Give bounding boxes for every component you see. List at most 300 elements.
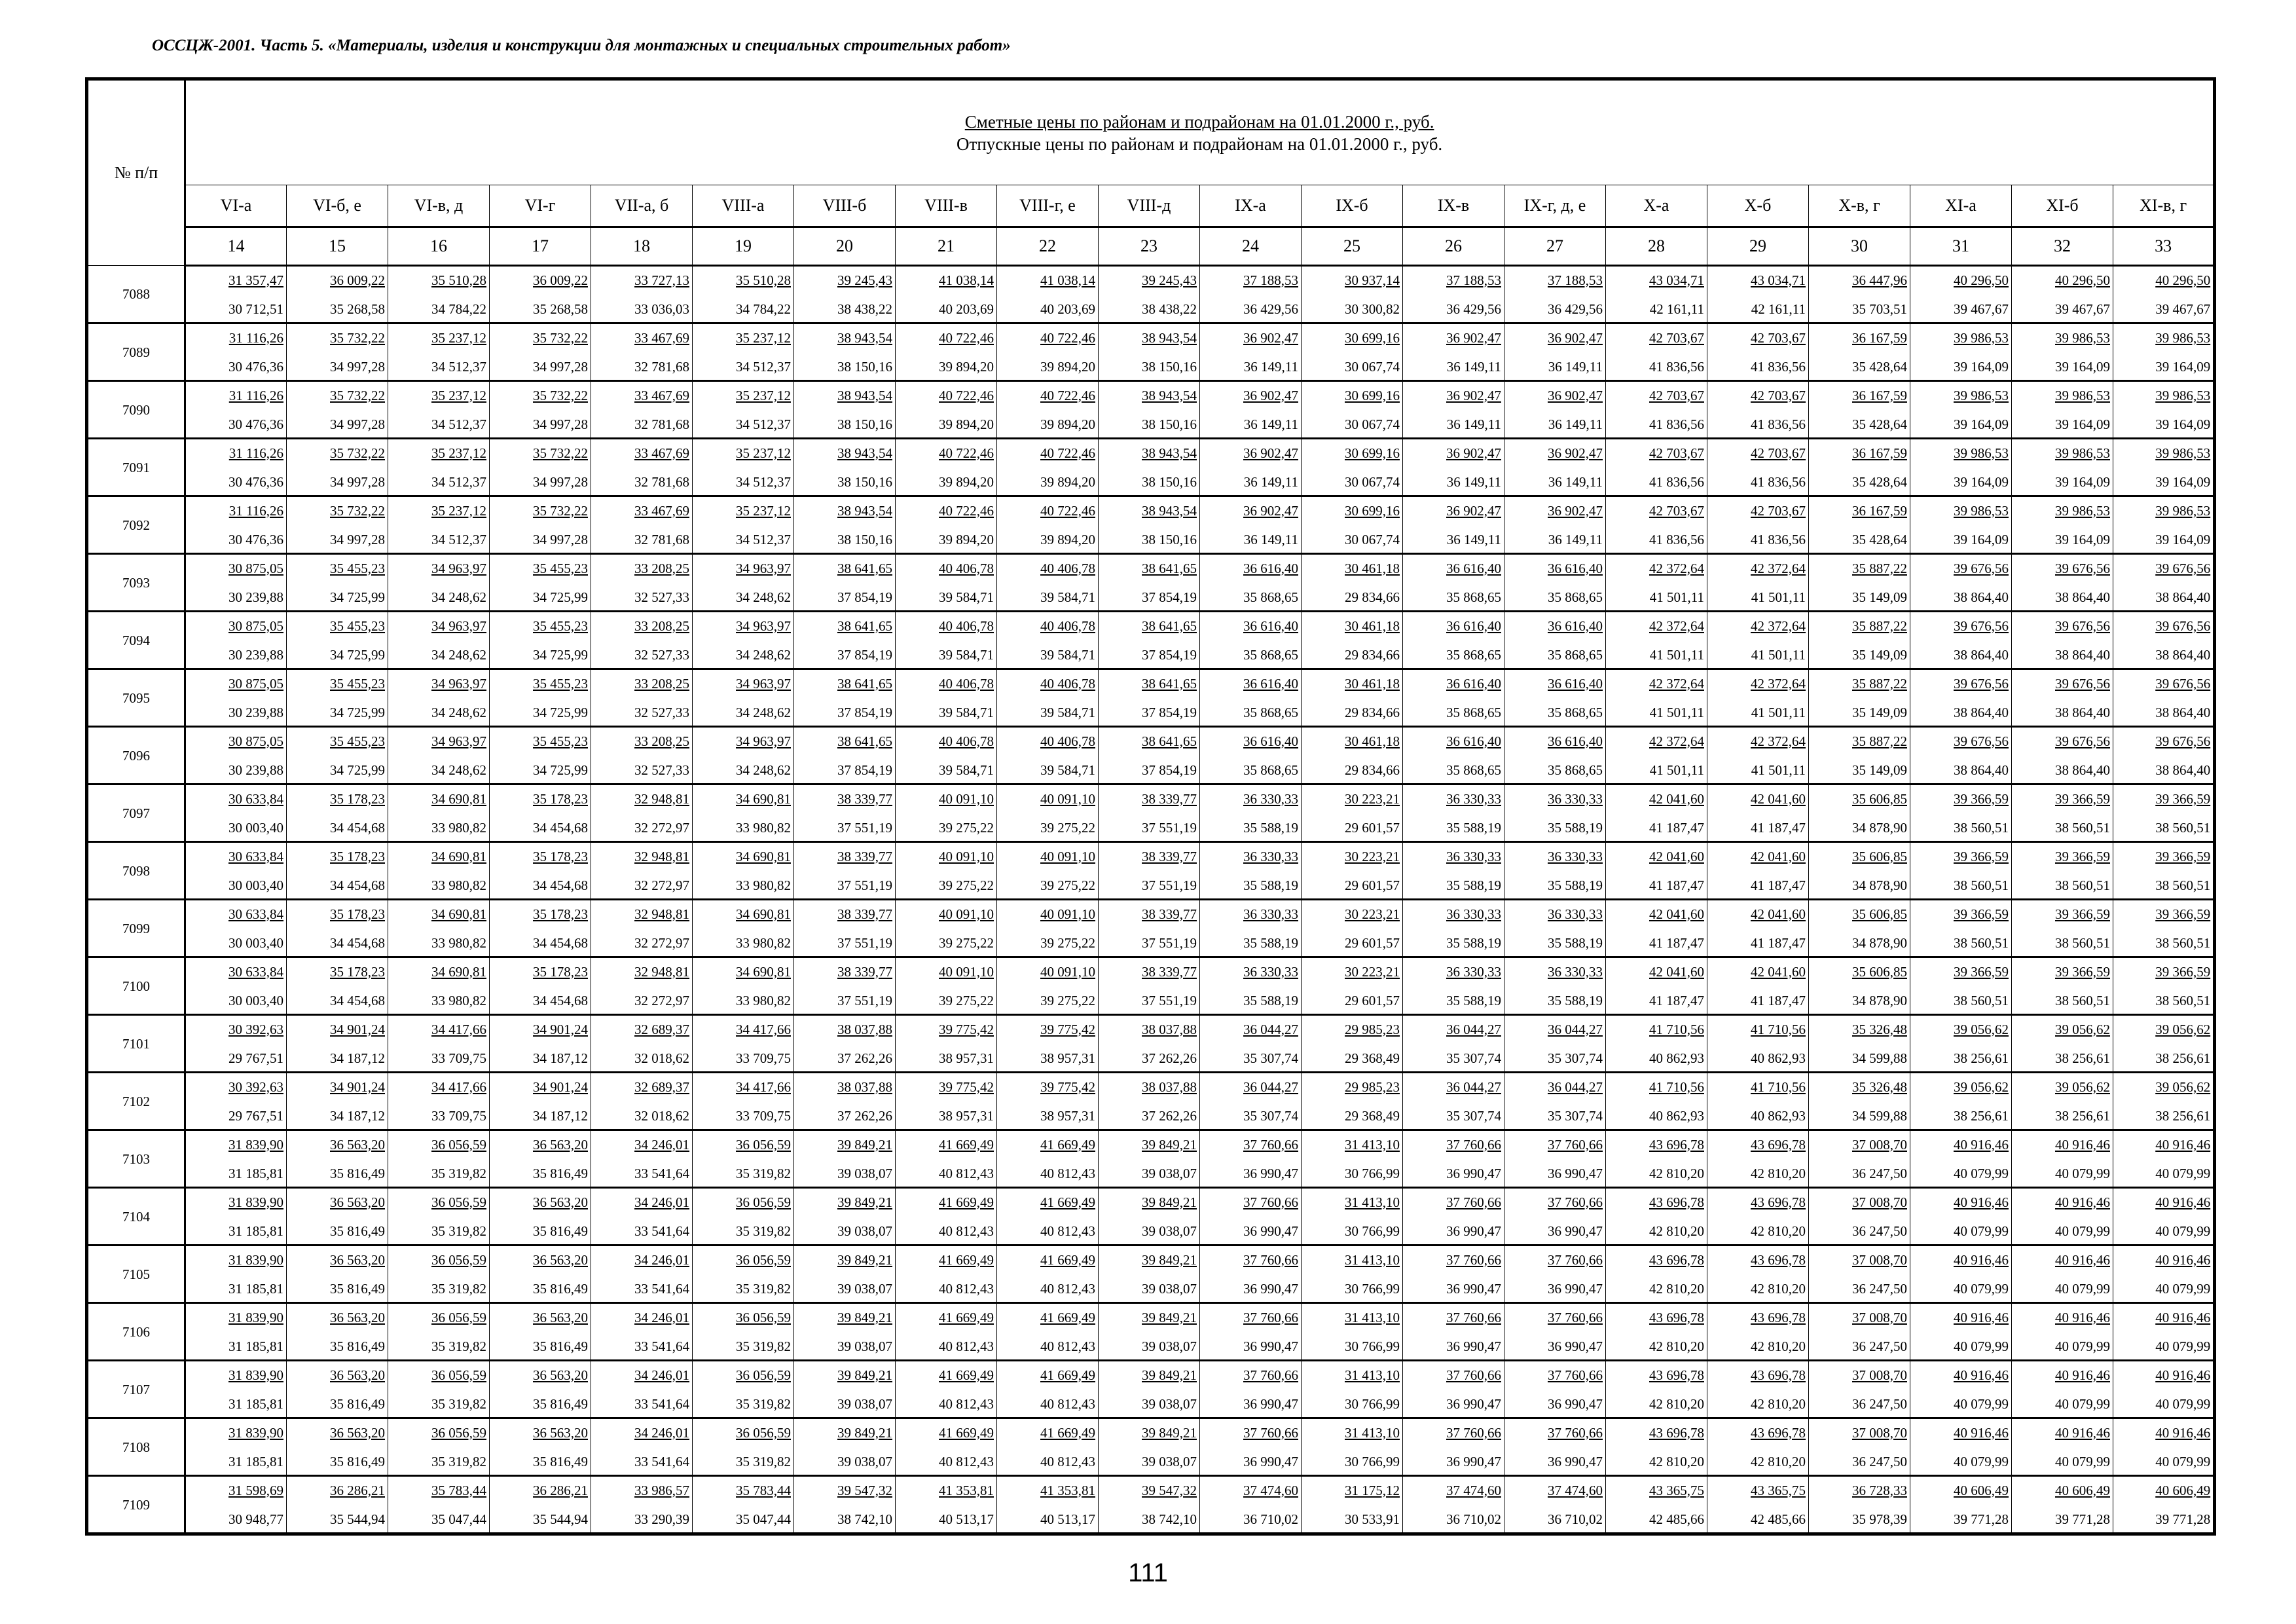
price-cell bbox=[1403, 1476, 1504, 1534]
release-price: 35 816,49 bbox=[533, 1223, 588, 1239]
price-cell bbox=[1403, 957, 1504, 1015]
estimated-price: 35 606,85 bbox=[1852, 963, 1907, 980]
price-cell bbox=[693, 1361, 794, 1418]
estimated-price: 43 696,78 bbox=[1751, 1367, 1806, 1383]
estimated-price: 40 916,46 bbox=[2155, 1309, 2211, 1325]
release-price: 39 771,28 bbox=[1954, 1511, 2009, 1527]
estimated-price: 40 916,46 bbox=[2055, 1309, 2110, 1325]
price-cell bbox=[2012, 266, 2113, 323]
estimated-price: 36 616,40 bbox=[1446, 733, 1501, 749]
release-price: 30 766,99 bbox=[1345, 1395, 1400, 1412]
price-cell bbox=[591, 1188, 693, 1246]
release-price: 36 990,47 bbox=[1446, 1165, 1501, 1181]
release-price: 41 836,56 bbox=[1751, 531, 1806, 547]
price-cell bbox=[1504, 957, 1606, 1015]
estimated-price: 31 413,10 bbox=[1345, 1424, 1400, 1441]
release-price: 40 812,43 bbox=[939, 1223, 994, 1239]
price-cell bbox=[1099, 1015, 1200, 1073]
price-cell bbox=[1910, 1476, 2012, 1534]
release-price: 40 079,99 bbox=[2155, 1165, 2211, 1181]
estimated-price: 34 963,97 bbox=[431, 675, 486, 692]
release-price: 30 003,40 bbox=[228, 819, 283, 836]
release-price: 35 868,65 bbox=[1548, 589, 1603, 605]
estimated-price: 37 008,70 bbox=[1852, 1194, 1907, 1210]
table-row bbox=[87, 1303, 2215, 1361]
price-cell bbox=[1403, 323, 1504, 381]
price-cell bbox=[1910, 957, 2012, 1015]
estimated-price: 39 849,21 bbox=[837, 1367, 892, 1383]
estimated-price: 43 696,78 bbox=[1649, 1367, 1704, 1383]
release-price: 34 725,99 bbox=[533, 589, 588, 605]
price-cell bbox=[1707, 1015, 1809, 1073]
release-price: 39 275,22 bbox=[1040, 819, 1095, 836]
estimated-price: 35 326,48 bbox=[1852, 1021, 1907, 1037]
release-price: 34 248,62 bbox=[736, 704, 791, 720]
price-cell bbox=[1707, 266, 1809, 323]
estimated-price: 39 056,62 bbox=[2155, 1079, 2211, 1095]
estimated-price: 35 178,23 bbox=[330, 963, 385, 980]
release-price: 39 164,09 bbox=[2055, 416, 2110, 432]
release-price: 38 864,40 bbox=[2055, 704, 2110, 720]
price-cell bbox=[185, 1188, 287, 1246]
release-price: 39 275,22 bbox=[1040, 992, 1095, 1008]
release-price: 36 149,11 bbox=[1548, 473, 1603, 490]
estimated-price: 35 237,12 bbox=[736, 502, 791, 519]
price-cell bbox=[1099, 842, 1200, 900]
price-cell bbox=[591, 1130, 693, 1188]
release-price: 39 771,28 bbox=[2155, 1511, 2211, 1527]
price-cell bbox=[1099, 1130, 1200, 1188]
estimated-price: 40 916,46 bbox=[2055, 1251, 2110, 1268]
price-cell bbox=[1302, 727, 1403, 784]
estimated-price: 30 461,18 bbox=[1345, 733, 1400, 749]
price-cell bbox=[1403, 1361, 1504, 1418]
estimated-price: 36 902,47 bbox=[1548, 445, 1603, 461]
release-price: 41 187,47 bbox=[1751, 819, 1806, 836]
price-cell bbox=[287, 900, 388, 957]
release-price: 33 709,75 bbox=[431, 1107, 486, 1124]
price-cell bbox=[997, 381, 1099, 439]
estimated-price: 36 902,47 bbox=[1446, 329, 1501, 346]
estimated-price: 38 641,65 bbox=[837, 560, 892, 576]
estimated-price: 36 167,59 bbox=[1852, 445, 1907, 461]
estimated-price: 36 616,40 bbox=[1446, 560, 1501, 576]
release-price: 35 588,19 bbox=[1446, 877, 1501, 893]
estimated-price: 36 616,40 bbox=[1548, 560, 1603, 576]
row-number: 7088 bbox=[87, 266, 185, 323]
price-cell bbox=[1200, 1073, 1302, 1130]
price-cell bbox=[1707, 727, 1809, 784]
estimated-price: 35 606,85 bbox=[1852, 790, 1907, 807]
release-price: 38 256,61 bbox=[2055, 1107, 2110, 1124]
price-cell bbox=[490, 1418, 591, 1476]
estimated-price: 36 616,40 bbox=[1548, 618, 1603, 634]
release-price: 35 868,65 bbox=[1243, 762, 1298, 778]
release-price: 42 810,20 bbox=[1751, 1223, 1806, 1239]
estimated-price: 35 732,22 bbox=[533, 329, 588, 346]
region-header: VI-в, д bbox=[388, 185, 490, 227]
release-price: 38 864,40 bbox=[1954, 646, 2009, 663]
release-price: 35 816,49 bbox=[330, 1165, 385, 1181]
price-cell bbox=[896, 1303, 997, 1361]
price-cell bbox=[1099, 1361, 1200, 1418]
release-price: 36 149,11 bbox=[1548, 416, 1603, 432]
release-price: 39 584,71 bbox=[1040, 646, 1095, 663]
price-cell bbox=[1809, 784, 1910, 842]
price-cell bbox=[1809, 727, 1910, 784]
estimated-price: 35 455,23 bbox=[533, 618, 588, 634]
price-cell bbox=[591, 612, 693, 669]
estimated-price: 36 902,47 bbox=[1243, 502, 1298, 519]
release-price: 38 864,40 bbox=[2055, 762, 2110, 778]
estimated-price: 36 056,59 bbox=[431, 1194, 486, 1210]
price-cell bbox=[2012, 957, 2113, 1015]
estimated-price: 37 760,66 bbox=[1446, 1309, 1501, 1325]
estimated-price: 40 916,46 bbox=[1954, 1367, 2009, 1383]
release-price: 39 584,71 bbox=[1040, 704, 1095, 720]
row-number: 7090 bbox=[87, 381, 185, 439]
price-cell bbox=[997, 439, 1099, 496]
price-cell bbox=[1200, 266, 1302, 323]
release-price: 39 164,09 bbox=[2155, 416, 2211, 432]
price-cell bbox=[1302, 266, 1403, 323]
price-cell bbox=[1099, 266, 1200, 323]
estimated-price: 34 246,01 bbox=[634, 1136, 689, 1153]
release-price: 30 476,36 bbox=[228, 473, 283, 490]
release-price: 34 878,90 bbox=[1852, 934, 1907, 951]
release-price: 41 836,56 bbox=[1649, 531, 1704, 547]
estimated-price: 39 366,59 bbox=[1954, 906, 2009, 922]
price-cell bbox=[1809, 612, 1910, 669]
release-price: 32 272,97 bbox=[634, 877, 689, 893]
release-price: 33 541,64 bbox=[634, 1165, 689, 1181]
release-price: 42 810,20 bbox=[1751, 1338, 1806, 1354]
table-body bbox=[87, 266, 2215, 1534]
price-cell bbox=[1910, 842, 2012, 900]
price-cell bbox=[794, 727, 896, 784]
release-price: 34 248,62 bbox=[736, 589, 791, 605]
release-price: 40 862,93 bbox=[1649, 1107, 1704, 1124]
estimated-price: 36 616,40 bbox=[1243, 733, 1298, 749]
estimated-price: 34 963,97 bbox=[736, 675, 791, 692]
table-row bbox=[87, 784, 2215, 842]
estimated-price: 39 366,59 bbox=[2055, 906, 2110, 922]
price-cell bbox=[1910, 1015, 2012, 1073]
price-cell bbox=[1504, 1246, 1606, 1303]
price-cell bbox=[388, 612, 490, 669]
release-price: 37 262,26 bbox=[837, 1107, 892, 1124]
estimated-price: 36 563,20 bbox=[533, 1194, 588, 1210]
price-cell bbox=[185, 1361, 287, 1418]
estimated-price: 40 916,46 bbox=[2155, 1136, 2211, 1153]
price-cell bbox=[794, 496, 896, 554]
estimated-price: 38 339,77 bbox=[1142, 906, 1197, 922]
release-price: 41 501,11 bbox=[1649, 589, 1704, 605]
column-number: 32 bbox=[2012, 227, 2113, 266]
release-price: 41 501,11 bbox=[1649, 646, 1704, 663]
release-price: 35 588,19 bbox=[1548, 934, 1603, 951]
price-cell bbox=[1707, 900, 1809, 957]
estimated-price: 34 690,81 bbox=[431, 848, 486, 864]
release-price: 34 997,28 bbox=[330, 416, 385, 432]
release-price: 38 560,51 bbox=[2155, 934, 2211, 951]
price-cell bbox=[794, 669, 896, 727]
estimated-price: 40 406,78 bbox=[1040, 675, 1095, 692]
estimated-price: 33 467,69 bbox=[634, 329, 689, 346]
price-cell bbox=[1910, 323, 2012, 381]
release-price: 38 150,16 bbox=[837, 416, 892, 432]
estimated-price: 34 690,81 bbox=[736, 790, 791, 807]
release-price: 36 990,47 bbox=[1243, 1165, 1298, 1181]
release-price: 30 476,36 bbox=[228, 358, 283, 375]
release-price: 39 164,09 bbox=[2055, 531, 2110, 547]
table-row bbox=[87, 612, 2215, 669]
release-price: 39 584,71 bbox=[1040, 762, 1095, 778]
price-cell bbox=[1809, 842, 1910, 900]
price-cell bbox=[693, 266, 794, 323]
release-price: 39 164,09 bbox=[2055, 473, 2110, 490]
price-cell bbox=[693, 842, 794, 900]
price-cell bbox=[1504, 1303, 1606, 1361]
table-row bbox=[87, 1015, 2215, 1073]
release-price: 38 150,16 bbox=[837, 473, 892, 490]
estimated-price: 33 467,69 bbox=[634, 502, 689, 519]
estimated-price: 40 606,49 bbox=[2055, 1482, 2110, 1498]
release-price: 41 836,56 bbox=[1751, 358, 1806, 375]
estimated-price: 36 009,22 bbox=[330, 272, 385, 288]
release-price: 35 149,09 bbox=[1852, 762, 1907, 778]
price-cell bbox=[997, 1303, 1099, 1361]
price-cell bbox=[287, 1476, 388, 1534]
release-price: 30 239,88 bbox=[228, 646, 283, 663]
price-cell bbox=[794, 957, 896, 1015]
release-price: 37 551,19 bbox=[1142, 877, 1197, 893]
estimated-price: 38 037,88 bbox=[837, 1021, 892, 1037]
price-cell bbox=[794, 1476, 896, 1534]
release-price: 36 710,02 bbox=[1548, 1511, 1603, 1527]
estimated-price: 30 223,21 bbox=[1345, 963, 1400, 980]
release-price: 39 038,07 bbox=[1142, 1280, 1197, 1297]
price-cell bbox=[2113, 612, 2215, 669]
price-cell bbox=[1403, 612, 1504, 669]
release-price: 41 836,56 bbox=[1751, 473, 1806, 490]
release-price: 40 812,43 bbox=[1040, 1338, 1095, 1354]
release-price: 36 247,50 bbox=[1852, 1223, 1907, 1239]
price-cell bbox=[896, 1361, 997, 1418]
region-header: XI-в, г bbox=[2113, 185, 2215, 227]
row-number: 7097 bbox=[87, 784, 185, 842]
row-number: 7093 bbox=[87, 554, 185, 612]
estimated-price: 35 455,23 bbox=[533, 733, 588, 749]
release-price: 36 710,02 bbox=[1243, 1511, 1298, 1527]
price-cell bbox=[1504, 266, 1606, 323]
price-cell bbox=[388, 727, 490, 784]
release-price: 39 467,67 bbox=[1954, 301, 2009, 317]
price-cell bbox=[287, 1073, 388, 1130]
price-cell bbox=[2012, 669, 2113, 727]
price-cell bbox=[896, 900, 997, 957]
release-price: 38 150,16 bbox=[1142, 531, 1197, 547]
estimated-price: 33 467,69 bbox=[634, 445, 689, 461]
estimated-price: 30 223,21 bbox=[1345, 906, 1400, 922]
price-cell bbox=[693, 727, 794, 784]
price-cell bbox=[1302, 957, 1403, 1015]
price-cell bbox=[1707, 1246, 1809, 1303]
price-cell bbox=[1099, 900, 1200, 957]
estimated-price: 39 986,53 bbox=[2055, 502, 2110, 519]
price-cell bbox=[997, 727, 1099, 784]
price-cell bbox=[1302, 1303, 1403, 1361]
price-cell bbox=[997, 900, 1099, 957]
price-cell bbox=[1200, 323, 1302, 381]
estimated-price: 34 963,97 bbox=[431, 618, 486, 634]
release-price: 32 018,62 bbox=[634, 1050, 689, 1066]
estimated-price: 34 246,01 bbox=[634, 1194, 689, 1210]
estimated-price: 37 474,60 bbox=[1548, 1482, 1603, 1498]
estimated-price: 40 091,10 bbox=[1040, 848, 1095, 864]
release-price: 41 836,56 bbox=[1649, 416, 1704, 432]
price-cell bbox=[896, 1188, 997, 1246]
region-header: VII-а, б bbox=[591, 185, 693, 227]
release-price: 40 079,99 bbox=[2155, 1453, 2211, 1469]
price-cell bbox=[1910, 381, 2012, 439]
release-price: 36 990,47 bbox=[1446, 1453, 1501, 1469]
price-cell bbox=[896, 1015, 997, 1073]
estimated-price: 42 703,67 bbox=[1649, 445, 1704, 461]
estimated-price: 39 676,56 bbox=[1954, 733, 2009, 749]
estimated-price: 38 943,54 bbox=[1142, 502, 1197, 519]
release-price: 36 990,47 bbox=[1243, 1453, 1298, 1469]
release-price: 41 187,47 bbox=[1649, 819, 1704, 836]
price-cell bbox=[1504, 669, 1606, 727]
release-price: 33 709,75 bbox=[736, 1050, 791, 1066]
estimated-price: 30 875,05 bbox=[228, 618, 283, 634]
price-cell bbox=[997, 842, 1099, 900]
table-row bbox=[87, 266, 2215, 323]
estimated-price: 34 246,01 bbox=[634, 1367, 689, 1383]
table-row bbox=[87, 1476, 2215, 1534]
estimated-price: 36 902,47 bbox=[1548, 502, 1603, 519]
price-cell bbox=[1099, 1476, 1200, 1534]
price-cell bbox=[388, 1073, 490, 1130]
release-price: 30 766,99 bbox=[1345, 1338, 1400, 1354]
estimated-price: 41 669,49 bbox=[939, 1251, 994, 1268]
release-price: 40 079,99 bbox=[2155, 1223, 2211, 1239]
price-cell bbox=[388, 1130, 490, 1188]
estimated-price: 39 986,53 bbox=[1954, 445, 2009, 461]
price-cell bbox=[490, 727, 591, 784]
estimated-price: 41 710,56 bbox=[1649, 1079, 1704, 1095]
price-cell bbox=[896, 554, 997, 612]
release-price: 40 079,99 bbox=[2055, 1223, 2110, 1239]
estimated-price: 42 372,64 bbox=[1751, 560, 1806, 576]
estimated-price: 42 703,67 bbox=[1751, 445, 1806, 461]
estimated-price: 30 392,63 bbox=[228, 1079, 283, 1095]
release-price: 34 454,68 bbox=[330, 877, 385, 893]
price-cell bbox=[388, 381, 490, 439]
price-cell bbox=[1809, 1188, 1910, 1246]
estimated-price: 43 696,78 bbox=[1751, 1251, 1806, 1268]
release-price: 34 454,68 bbox=[330, 934, 385, 951]
estimated-price: 40 406,78 bbox=[939, 675, 994, 692]
estimated-price: 35 178,23 bbox=[533, 848, 588, 864]
price-cell bbox=[388, 842, 490, 900]
release-price: 34 997,28 bbox=[330, 531, 385, 547]
table-row bbox=[87, 900, 2215, 957]
estimated-price: 40 722,46 bbox=[1040, 445, 1095, 461]
price-cell bbox=[2113, 1476, 2215, 1534]
estimated-price: 34 417,66 bbox=[736, 1021, 791, 1037]
price-cell bbox=[1707, 1361, 1809, 1418]
table-row bbox=[87, 1130, 2215, 1188]
estimated-price: 43 365,75 bbox=[1649, 1482, 1704, 1498]
release-price: 36 247,50 bbox=[1852, 1280, 1907, 1297]
release-price: 30 766,99 bbox=[1345, 1223, 1400, 1239]
estimated-price: 30 633,84 bbox=[228, 963, 283, 980]
estimated-price: 36 563,20 bbox=[533, 1424, 588, 1441]
price-cell bbox=[1302, 1015, 1403, 1073]
price-cell bbox=[997, 1130, 1099, 1188]
release-price: 35 588,19 bbox=[1446, 992, 1501, 1008]
estimated-price: 39 986,53 bbox=[2155, 445, 2211, 461]
estimated-price: 35 455,23 bbox=[533, 675, 588, 692]
estimated-price: 39 676,56 bbox=[2155, 560, 2211, 576]
estimated-price: 41 038,14 bbox=[1040, 272, 1095, 288]
release-price: 34 725,99 bbox=[330, 646, 385, 663]
price-cell bbox=[1809, 381, 1910, 439]
price-cell bbox=[693, 612, 794, 669]
price-cell bbox=[1606, 1246, 1707, 1303]
release-price: 37 854,19 bbox=[1142, 704, 1197, 720]
release-price: 38 560,51 bbox=[2055, 934, 2110, 951]
price-cell bbox=[1504, 439, 1606, 496]
price-cell bbox=[1606, 439, 1707, 496]
release-price: 42 810,20 bbox=[1751, 1395, 1806, 1412]
release-price: 36 149,11 bbox=[1243, 416, 1298, 432]
release-price: 38 150,16 bbox=[1142, 358, 1197, 375]
price-cell bbox=[1302, 1476, 1403, 1534]
estimated-price: 40 296,50 bbox=[2155, 272, 2211, 288]
estimated-price: 36 056,59 bbox=[736, 1424, 791, 1441]
price-cell bbox=[185, 842, 287, 900]
estimated-price: 38 339,77 bbox=[837, 906, 892, 922]
price-cell bbox=[1504, 1015, 1606, 1073]
release-price: 35 544,94 bbox=[533, 1511, 588, 1527]
release-price: 36 990,47 bbox=[1548, 1453, 1603, 1469]
estimated-price: 38 339,77 bbox=[1142, 790, 1197, 807]
price-cell bbox=[591, 1073, 693, 1130]
estimated-price: 40 722,46 bbox=[939, 445, 994, 461]
estimated-price: 35 510,28 bbox=[736, 272, 791, 288]
release-price: 39 164,09 bbox=[2055, 358, 2110, 375]
estimated-price: 39 366,59 bbox=[2155, 906, 2211, 922]
price-cell bbox=[1403, 669, 1504, 727]
row-number: 7092 bbox=[87, 496, 185, 554]
estimated-price: 36 056,59 bbox=[431, 1309, 486, 1325]
price-cell bbox=[1606, 323, 1707, 381]
price-cell bbox=[693, 957, 794, 1015]
estimated-prices-title: Сметные цены по районам и подрайонам на 01.01.2000 г., руб. bbox=[964, 111, 1434, 132]
price-cell bbox=[1910, 900, 2012, 957]
price-cell bbox=[896, 727, 997, 784]
release-price: 36 429,56 bbox=[1446, 301, 1501, 317]
price-cell bbox=[794, 1073, 896, 1130]
price-cell bbox=[693, 1476, 794, 1534]
price-cell bbox=[1403, 1015, 1504, 1073]
release-price: 36 990,47 bbox=[1548, 1223, 1603, 1239]
price-cell bbox=[591, 784, 693, 842]
estimated-price: 36 056,59 bbox=[736, 1309, 791, 1325]
